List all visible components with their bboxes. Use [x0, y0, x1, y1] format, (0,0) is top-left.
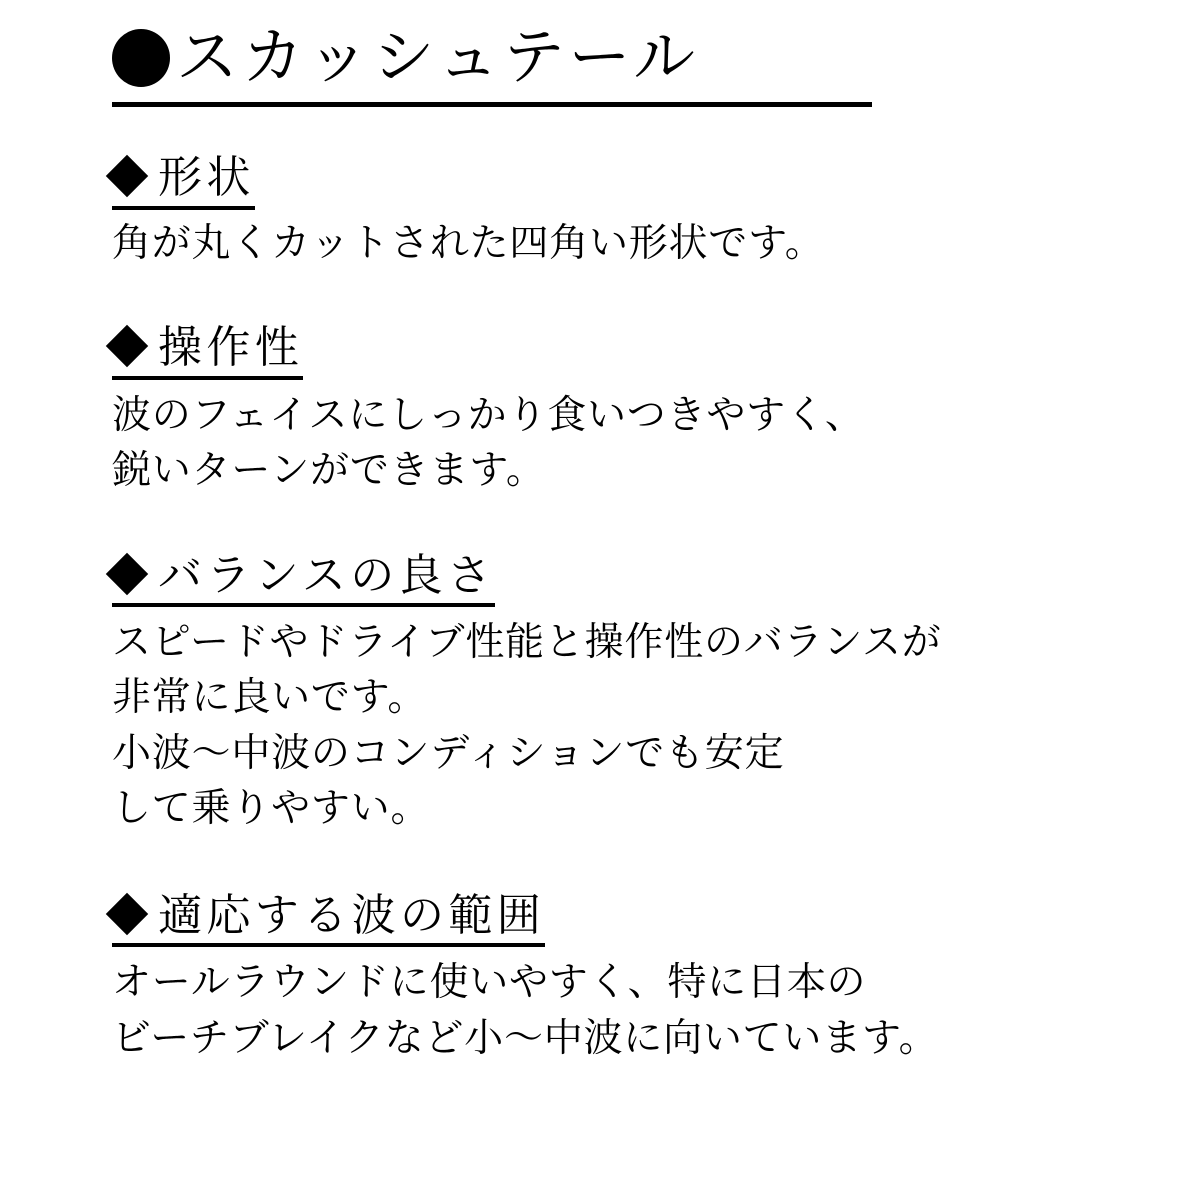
page-title-text: スカッシュテール: [176, 23, 699, 92]
section-shape-heading: [112, 153, 255, 210]
diamond-icon: [106, 553, 148, 595]
filled-circle-icon: [112, 29, 170, 87]
body-line: して乗りやすい。: [112, 787, 431, 831]
diamond-icon: [106, 155, 148, 197]
section-shape-heading-text: 形状: [158, 153, 255, 203]
title-underline: [112, 102, 872, 107]
body-line: 角が丸くカットされた四角い形状です。: [112, 221, 825, 265]
section-balance-heading: [112, 551, 495, 608]
section-range-heading-text: 適応する波の範囲: [158, 890, 546, 940]
section-range-body: [112, 955, 1140, 1066]
section-balance: [112, 551, 1140, 837]
section-control: [112, 323, 1140, 498]
body-line: ビーチブレイクなど小〜中波に向いています。: [112, 1016, 939, 1060]
section-balance-body: [112, 615, 1140, 837]
body-line: スピードやドライブ性能と操作性のバランスが: [112, 621, 942, 665]
document-title-block: [112, 24, 1140, 107]
section-control-body: [112, 388, 1140, 499]
body-line: 小波〜中波のコンディションでも安定: [112, 731, 785, 775]
section-shape-body: [112, 216, 1140, 271]
page-title: [112, 24, 1140, 92]
body-line: オールラウンドに使いやすく、特に日本の: [112, 961, 867, 1005]
section-range: [112, 891, 1140, 1066]
diamond-icon: [106, 893, 148, 935]
section-control-heading: [112, 323, 303, 380]
body-line: 非常に良いです。: [112, 676, 428, 720]
body-line: 波のフェイスにしっかり食いつきやすく、: [112, 393, 865, 437]
section-balance-heading-text: バランスの良さ: [158, 550, 496, 600]
section-range-heading: [112, 891, 545, 948]
diamond-icon: [106, 325, 148, 367]
body-line: 鋭いターンができます。: [112, 449, 546, 493]
section-shape: [112, 153, 1140, 271]
section-control-heading-text: 操作性: [158, 323, 304, 373]
